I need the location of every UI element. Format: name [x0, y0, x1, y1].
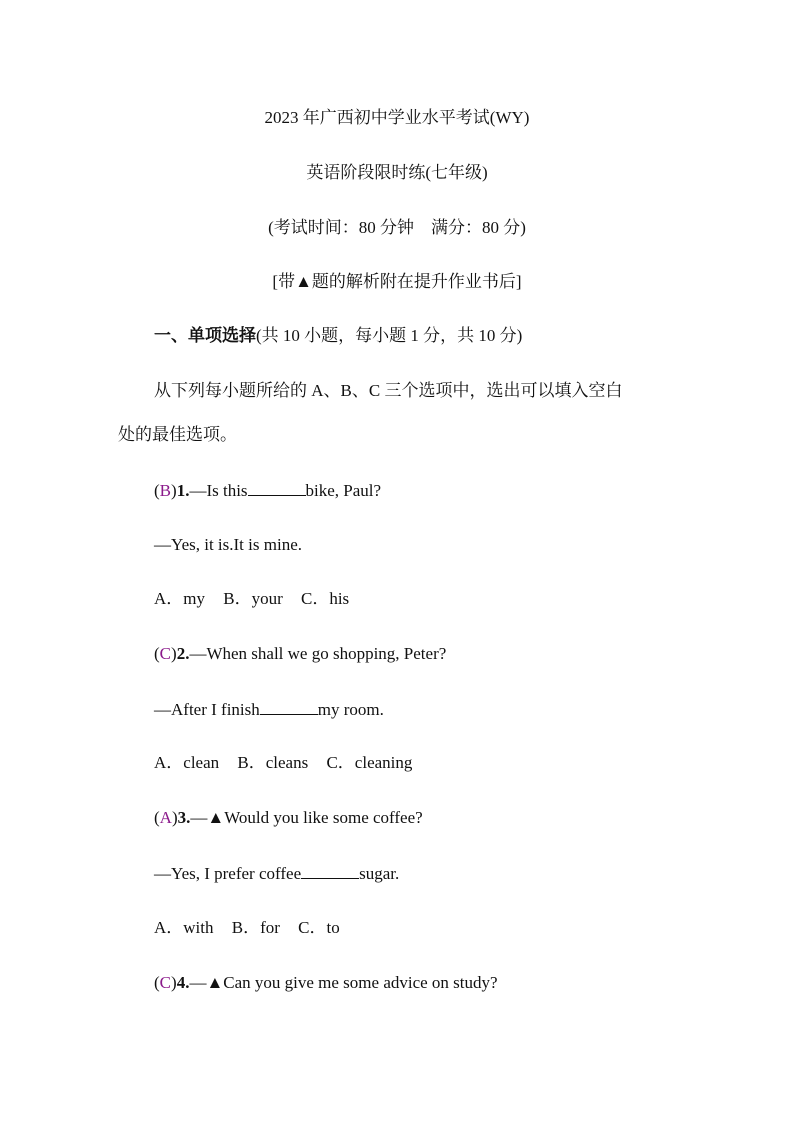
question-3-prompt: (A)3.—▲Would you like some coffee?: [154, 808, 423, 827]
document-title: 2023 年广西初中学业水平考试(WY): [264, 108, 530, 127]
question-3-reply-before: —Yes, I prefer coffee: [154, 864, 302, 883]
question-2-answer: C: [159, 644, 172, 663]
question-2-options: [154, 753, 426, 773]
question-1-option-b: B．your: [223, 589, 283, 608]
question-3-reply: [154, 863, 399, 884]
question-1-text-after: bike, Paul?: [305, 481, 382, 500]
question-3-options: [154, 918, 354, 938]
question-3-option-b: B．for: [231, 918, 280, 937]
question-1-number: 1.: [176, 481, 190, 500]
question-1-option-a: A．my: [154, 589, 205, 608]
question-3-option-a: A．with: [154, 918, 214, 937]
question-3-answer: A: [159, 808, 172, 827]
question-2-option-a: A．clean: [154, 753, 220, 772]
section-heading-title: 一、单项选择: [154, 326, 256, 345]
exam-info: (考试时间：80 分钟 满分：80 分): [268, 218, 526, 237]
question-3-blank: [301, 863, 359, 879]
question-1-prompt: (B)1.—Is this bike, Paul?: [154, 481, 382, 500]
question-2-reply: [154, 699, 384, 720]
question-1-reply: —Yes, it is.It is mine.: [154, 535, 302, 554]
question-1-text-before: —Is this: [189, 481, 248, 500]
question-1-blank: [248, 480, 306, 496]
document-subtitle: 英语阶段限时练(七年级): [306, 163, 488, 182]
question-2-option-c: C．cleaning: [326, 753, 413, 772]
instruction-line-1: 从下列每小题所给的 A、B、C 三个选项中，选出可以填入空白: [154, 381, 623, 400]
question-4-text: —▲Can you give me some advice on study?: [189, 973, 498, 992]
question-3-reply-after: sugar.: [359, 864, 400, 883]
question-4-number: 4.: [176, 973, 190, 992]
question-2-prompt: (C)2.—When shall we go shopping, Peter?: [154, 644, 447, 663]
question-2-option-b: B．cleans: [237, 753, 309, 772]
question-3-number: 3.: [177, 808, 191, 827]
question-4-answer: C: [159, 973, 172, 992]
question-1-options: [154, 589, 363, 609]
question-3-text: —▲Would you like some coffee?: [190, 808, 423, 827]
question-2-reply-after: my room.: [317, 700, 384, 719]
question-2-number: 2.: [176, 644, 190, 663]
question-2-reply-before: —After I finish: [154, 700, 260, 719]
question-4-prompt: (C)4.—▲Can you give me some advice on study?: [154, 973, 498, 992]
question-2-text: —When shall we go shopping, Peter?: [189, 644, 447, 663]
analysis-note: [带▲题的解析附在提升作业书后]: [272, 272, 522, 291]
section-heading-detail: (共 10 小题，每小题 1 分，共 10 分): [256, 326, 523, 345]
question-3-option-c: C．to: [298, 918, 340, 937]
question-2-blank: [260, 699, 318, 715]
question-1-answer: B: [159, 481, 172, 500]
instruction-line-2: 处的最佳选项。: [118, 425, 237, 444]
section-heading: [154, 326, 522, 346]
question-1-option-c: C．his: [301, 589, 350, 608]
